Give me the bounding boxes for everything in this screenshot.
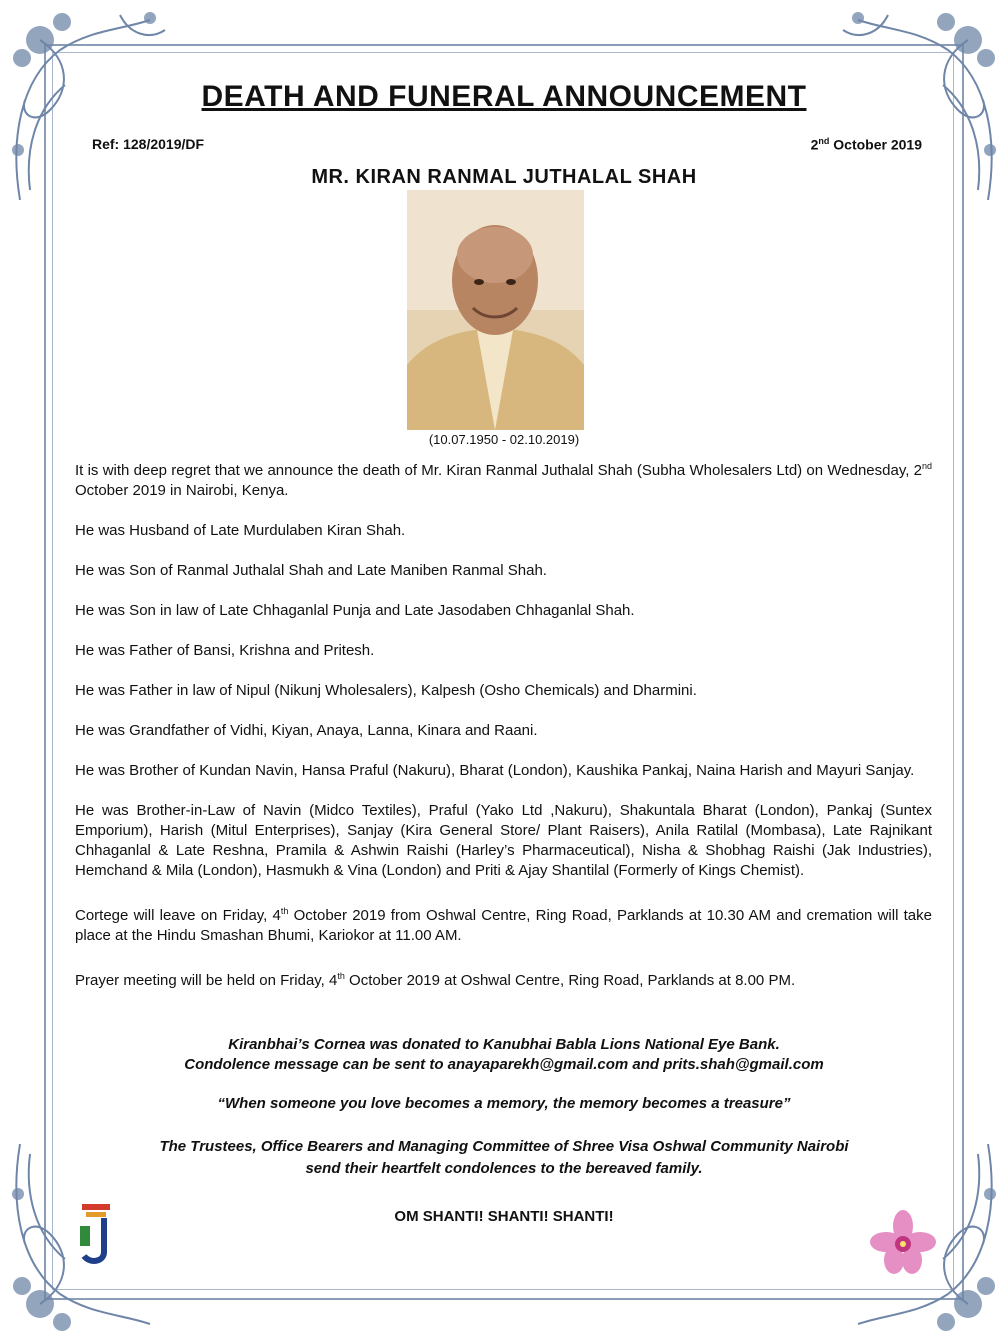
paragraph-son-in-law: He was Son in law of Late Chhaganlal Punja and Late Jasodaben Chhaganlal Shah. [75,602,635,619]
om-shanti-closing: OM SHANTI! SHANTI! SHANTI! [394,1208,614,1225]
trustees-line-2: send their heartfelt condolences to the bereaved family. [305,1160,703,1177]
trustees-condolence [0,1136,1008,1180]
page-title: DEATH AND FUNERAL ANNOUNCEMENT [201,80,807,113]
paragraph-cortege [75,901,932,946]
date-day: 2 [810,136,819,153]
portrait-illustration [407,190,584,430]
reference-number: Ref: 128/2019/DF [92,136,205,152]
prayer-text-part1: Prayer meeting will be held on Friday, 4 [75,972,338,989]
paragraph-son: He was Son of Ranmal Juthalal Shah and Late Maniben Ranmal Shah. [75,562,547,579]
cortege-text-part2: October 2019 from Oshwal Centre, Ring Road, Parklands at 10.30 AM and cremation will take place at the Hindu Smashan Bhumi, Kariokor at 11.00 AM. [75,907,932,944]
paragraph-husband: He was Husband of Late Murdulaben Kiran Shah. [75,522,406,539]
announcement-date [811,136,922,153]
community-logo-icon [78,1200,118,1270]
date-rest: October 2019 [829,136,922,153]
deceased-name: MR. KIRAN RANMAL JUTHALAL SHAH [311,166,697,188]
intro-date-suffix: nd [921,461,932,471]
paragraph-father-in-law: He was Father in law of Nipul (Nikunj Wholesalers), Kalpesh (Osho Chemicals) and Dharmini. [75,682,697,699]
life-dates-caption: (10.07.1950 - 02.10.2019) [428,432,580,447]
announcement-body [75,456,932,1011]
prayer-text-part2: October 2019 at Oshwal Centre, Ring Road, Parklands at 8.00 PM. [344,972,796,989]
intro-text-part2: October 2019 in Nairobi, Kenya. [75,482,289,499]
orchid-flower-icon [868,1208,938,1278]
paragraph-brother-in-law: He was Brother-in-Law of Navin (Midco Textiles), Praful (Yako Ltd ,Nakuru), Shakuntala Bharat (London), Pankaj (Suntex Emporium), Harish (Mitul Enterprises), Sanjay (Kira General Store/ Plant Raisers), Anila Ratilal (Mombasa), Late Rajnikant Chhaganlal & Late Reshna, Pramila & Ashwin Raishi (Harley’s Pharmaceutical), Nisha & Shobhag Raishi (Jak Industries), Hemchand & Mila (London), Hasmukh & Vina (London) and Priti & Ajay Shantilal (Formerly of Kings Chemist). [75,802,932,879]
memorial-quote: “When someone you love becomes a memory, the memory becomes a treasure” [217,1095,791,1112]
donation-and-contact [0,1035,1008,1075]
condolence-contact: Condolence message can be sent to anayaparekh@gmail.com and prits.shah@gmail.com [184,1056,824,1073]
date-suffix: nd [818,136,830,146]
cortege-text-part1: Cortege will leave on Friday, 4 [75,907,281,924]
paragraph-father: He was Father of Bansi, Krishna and Pritesh. [75,642,375,659]
trustees-line-1: The Trustees, Office Bearers and Managing Committee of Shree Visa Oshwal Community Nairobi [159,1138,849,1155]
paragraph-intro [75,456,932,501]
paragraph-prayer-meeting [75,966,932,991]
paragraph-grandfather: He was Grandfather of Vidhi, Kiyan, Anaya, Lanna, Kinara and Raani. [75,722,538,739]
paragraph-brother: He was Brother of Kundan Navin, Hansa Praful (Nakuru), Bharat (London), Kaushika Pankaj, Naina Harish and Mayuri Sanjay. [75,762,915,779]
intro-text-part1: It is with deep regret that we announce the death of Mr. Kiran Ranmal Juthalal Shah (Subha Wholesalers Ltd) on Wednesday, 2 [75,462,922,479]
cortege-date-suffix: th [280,906,289,916]
prayer-date-suffix: th [337,971,345,981]
cornea-donation-note: Kiranbhai’s Cornea was donated to Kanubhai Babla Lions National Eye Bank. [228,1036,780,1053]
portrait-photo [407,190,584,430]
